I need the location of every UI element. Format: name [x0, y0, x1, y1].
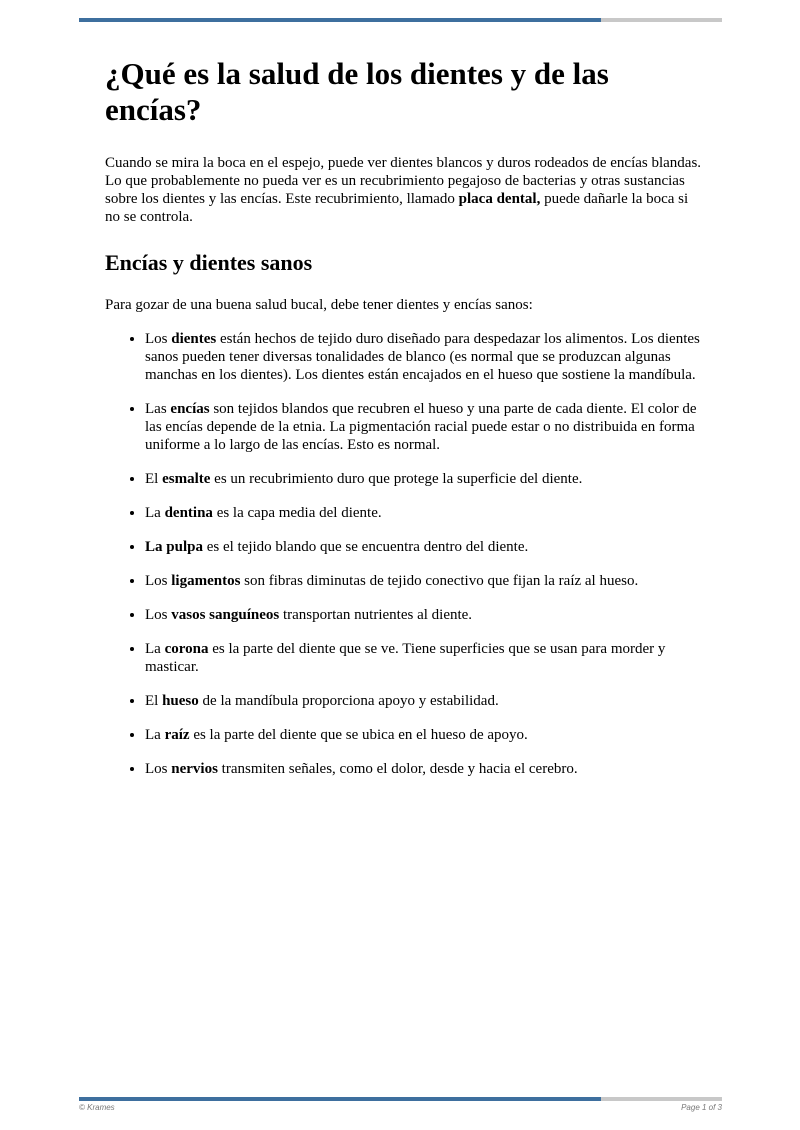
article: [105, 56, 705, 794]
page-title: ¿Qué es la salud de los dientes y de las encías?: [105, 56, 609, 127]
footer-page-number: Page 1 of 3: [681, 1103, 722, 1112]
list-item: • La dentina es la capa media del diente.: [145, 504, 705, 522]
list-item: • Las encías son tejidos blandos que recubren el hueso y una parte de cada diente. El color de las encías depende de la etnia. La pigmentación racial puede estar o no distribuida en forma uniforme a lo largo de las encías. Esto es normal.: [145, 400, 705, 454]
intro-paragraph: Para gozar de una buena salud bucal, debe tener dientes y encías sanos:: [105, 297, 533, 313]
bottom-rule-accent: [79, 1097, 601, 1101]
list-item: • La pulpa es el tejido blando que se encuentra dentro del diente.: [145, 538, 705, 556]
top-rule: [79, 18, 722, 22]
bullet-list: [105, 330, 705, 778]
top-rule-accent: [79, 18, 601, 22]
list-item: • La corona es la parte del diente que se ve. Tiene superficies que se usan para morder y masticar.: [145, 640, 705, 676]
section-heading: Encías y dientes sanos: [105, 250, 313, 275]
list-item: • Los vasos sanguíneos transportan nutrientes al diente.: [145, 606, 705, 624]
list-item: • El hueso de la mandíbula proporciona apoyo y estabilidad.: [145, 692, 705, 710]
bottom-rule: [79, 1097, 722, 1101]
lead-paragraph: [105, 154, 705, 226]
list-item: • La raíz es la parte del diente que se ubica en el hueso de apoyo.: [145, 726, 705, 744]
lead-text-end: puede dañarle la boca si no se controla.: [105, 191, 689, 225]
list-item: • El esmalte es un recubrimiento duro que protege la superficie del diente.: [145, 470, 705, 488]
list-item: • Los ligamentos son fibras diminutas de tejido conectivo que fijan la raíz al hueso.: [145, 572, 705, 590]
lead-text-start: Cuando se mira la boca en el espejo, puede ver dientes blancos y duros rodeados de encías blandas. Lo que probablemente no pueda ver es un recubrimiento pegajoso de bacterias y otras sustancias sobre los dientes y las encías. Este recubrimiento, llamado: [105, 155, 702, 207]
list-item: • Los dientes están hechos de tejido duro diseñado para despedazar los alimentos. Los dientes sanos pueden tener diversas tonalidades de blanco (es normal que se produzcan algunas manchas en los dientes). Los dientes están encajados en el hueso que sostiene la mandíbula.: [145, 330, 705, 384]
footer-copyright: © Krames: [79, 1103, 115, 1112]
list-item: • Los nervios transmiten señales, como el dolor, desde y hacia el cerebro.: [145, 760, 705, 778]
lead-bold-term: placa dental,: [458, 191, 541, 207]
